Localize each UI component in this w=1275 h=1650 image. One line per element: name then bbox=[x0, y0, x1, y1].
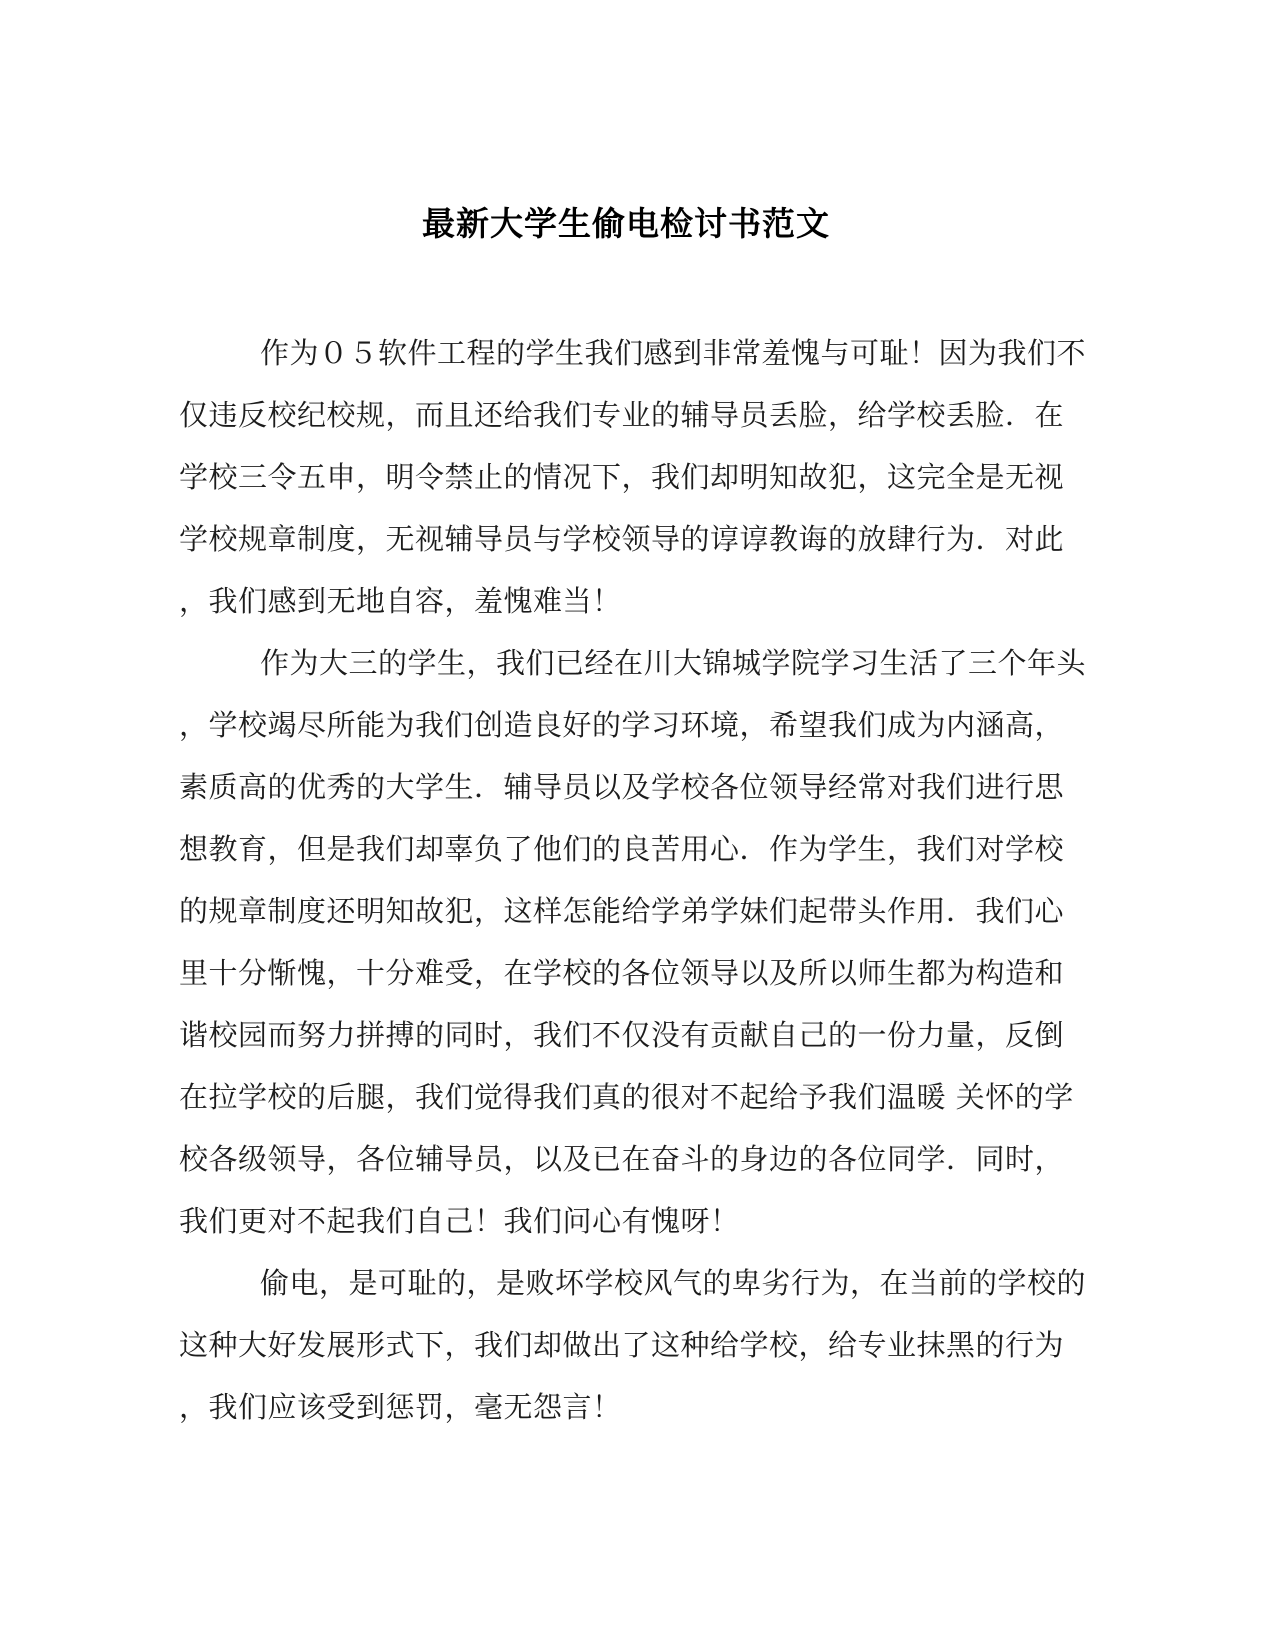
text-line: 偷电，是可耻的，是败坏学校风气的卑劣行为，在当前的学校的 bbox=[260, 1266, 1087, 1300]
text-line: 的规章制度还明知故犯，这样怎能给学弟学妹们起带头作用．我们心 bbox=[179, 894, 1065, 928]
text-line: 校各级领导，各位辅导员，以及已在奋斗的身边的各位同学．同时， bbox=[179, 1142, 1065, 1176]
text-line: 里十分惭愧，十分难受，在学校的各位领导以及所以师生都为构造和 bbox=[179, 956, 1065, 990]
text-line: 谐校园而努力拼搏的同时，我们不仅没有贡献自己的一份力量，反倒 bbox=[179, 1018, 1065, 1052]
text-line: 素质高的优秀的大学生．辅导员以及学校各位领导经常对我们进行思 bbox=[179, 770, 1065, 804]
text-line: 学校规章制度，无视辅导员与学校领导的谆谆教诲的放肆行为．对此 bbox=[179, 522, 1065, 556]
text-line: 这种大好发展形式下，我们却做出了这种给学校，给专业抹黑的行为 bbox=[179, 1328, 1065, 1362]
text-line: 在拉学校的后腿，我们觉得我们真的很对不起给予我们温暖 关怀的学 bbox=[179, 1080, 1074, 1114]
text-line: 仅违反校纪校规，而且还给我们专业的辅导员丢脸，给学校丢脸．在 bbox=[179, 398, 1065, 432]
text-line: 作为０５软件工程的学生我们感到非常羞愧与可耻！因为我们不 bbox=[260, 336, 1087, 370]
text-line: ，我们感到无地自容，羞愧难当！ bbox=[179, 584, 622, 618]
document-body bbox=[179, 322, 1089, 1438]
text-line: 想教育，但是我们却辜负了他们的良苦用心．作为学生，我们对学校 bbox=[179, 832, 1065, 866]
text-line: 作为大三的学生，我们已经在川大锦城学院学习生活了三个年头 bbox=[260, 646, 1087, 680]
document-title: 最新大学生偷电检讨书范文 bbox=[422, 204, 830, 243]
text-line: 学校三令五申，明令禁止的情况下，我们却明知故犯，这完全是无视 bbox=[179, 460, 1065, 494]
text-line: ，学校竭尽所能为我们创造良好的学习环境，希望我们成为内涵高， bbox=[179, 708, 1065, 742]
text-line: 我们更对不起我们自己！我们问心有愧呀！ bbox=[179, 1204, 740, 1238]
text-line: ，我们应该受到惩罚，毫无怨言！ bbox=[179, 1390, 622, 1424]
